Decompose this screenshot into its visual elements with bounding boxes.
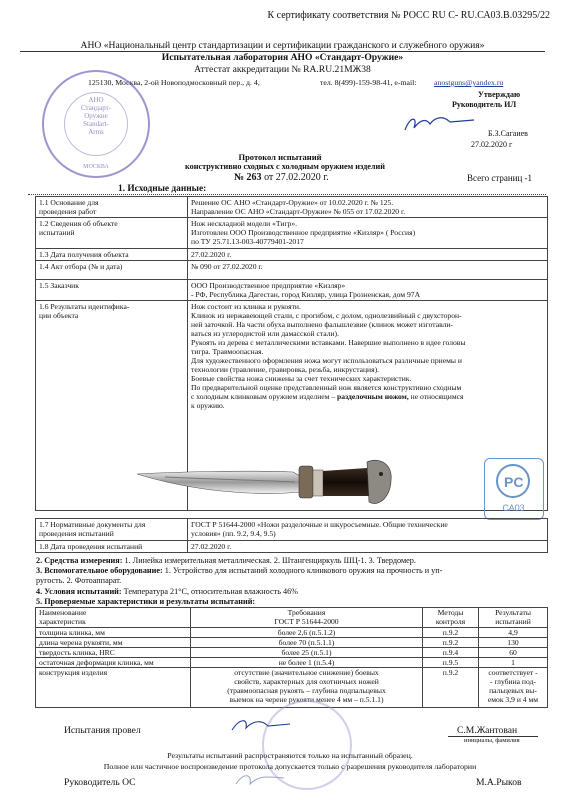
normative-table <box>35 518 548 553</box>
protocol-number: № 263 от 27.02.2020 г. <box>234 172 329 183</box>
lab-head-name: Б.З.Сагаиев <box>488 129 528 138</box>
header-cell: Результаты испытаний <box>479 608 548 628</box>
cell: более 2,6 (п.5.1.2) <box>191 628 423 638</box>
table-row <box>36 658 548 668</box>
cell: конструкция изделия <box>36 668 191 708</box>
table-row <box>36 197 548 218</box>
cell: отсутствие (значительное снижение) боевых свойств, характерных для охотничьих ножей (травмоопасная рукоять – глубина подпальцевых выемок на черене рукояти менее 4 мм – п.5.1.1) <box>191 668 423 708</box>
os-head-name: М.А.Рыков <box>476 777 522 788</box>
row-label: 1.8 Дата проведения испытаний <box>36 541 188 553</box>
email-link[interactable]: anostguns@yandex.ru <box>434 78 504 87</box>
cell: п.9.2 <box>423 668 479 708</box>
row-label: 1.5 Заказчик <box>36 280 188 301</box>
cell: более 70 (п.5.1.1) <box>191 638 423 648</box>
row-value: ГОСТ Р 51644-2000 «Ножи разделочные и шкуросъемные. Общие технические условия» (пп. 9.2, 9.4, 9.5) <box>188 519 548 541</box>
approve-label: Утверждаю <box>478 90 521 99</box>
note-reproduction: Полное или частичное воспроизведение протокола допускается только с разрешения руководителя лаборатории <box>103 762 477 771</box>
table-row <box>36 519 548 541</box>
row-label: 1.7 Нормативные документы для проведения испытаний <box>36 519 188 541</box>
phone: тел. 8(499)-159-98-41, e-mail: <box>320 78 417 87</box>
conducted-label: Испытания провел <box>64 725 141 736</box>
cell: твердость клинка, HRC <box>36 648 191 658</box>
table-row <box>36 280 548 301</box>
address: 125130, Москва, 2-ой Новоподмосковный пер., д. 4, <box>88 78 260 87</box>
organization-stamp: АНО Стандарт- Оружие Standart- Arms МОСКВА <box>42 70 150 178</box>
accreditation: Аттестат аккредитации № RA.RU.21МЖ38 <box>194 64 371 75</box>
cell: более 25 (п.5.1) <box>191 648 423 658</box>
row-value: ООО Производственное предприятие «Кизляр» - РФ, Республика Дагестан, город Кизляр, улица Грозненская, дом 97А <box>188 280 548 301</box>
os-head-signature <box>230 770 290 790</box>
protocol-subtitle: конструктивно сходных с холодным оружием изделий <box>185 162 385 171</box>
section-3: 3. Вспомогательное оборудование: 1. Устройство для испытаний холодного клинкового оружия на прочность и уп- <box>36 566 443 575</box>
lab-head-signature <box>400 112 480 138</box>
total-pages: Всего страниц -1 <box>467 173 533 183</box>
header-cell: Методы контроля <box>423 608 479 628</box>
row-value: № 090 от 27.02.2020 г. <box>188 261 548 280</box>
identification-results: Нож состоит из клинка и рукояти. Клинок из нержавеющей стали, с прогибом, с долом, однолезвийный с двухсторон- ней заточкой. На части обуха выполнено фальшлезвие (клинок может изготавли- ваться из углеродистой или дамасской стали). Рукоять из дерева с металлическими вставками. Навершие выполнено в идее головы тигра. Травмоопасная. Для художественного оформления ножа могут использоваться различные приемы и технологии (травление, гравировка, резьба, инкрустация). Боевые свойства ножа снижены за счет технических характеристик. По предварительной оценке представленный нож является конструктивно сходным с холодным клинковым оружием изделием – разделочным ножом, не относящимся к оружию. <box>188 301 548 511</box>
cell: не более 1 (п.5.4) <box>191 658 423 668</box>
table-row <box>36 261 548 280</box>
table-header-row <box>36 608 548 628</box>
cell: 4,9 <box>479 628 548 638</box>
cell: 130 <box>479 638 548 648</box>
table-row <box>36 218 548 249</box>
cell: п.9.5 <box>423 658 479 668</box>
row-label: 1.4 Акт отбора (№ и дата) <box>36 261 188 280</box>
certification-mark <box>484 458 544 520</box>
table-row <box>36 249 548 261</box>
section-5-heading: 5. Проверяемые характеристики и результаты испытаний: <box>36 597 256 606</box>
section-4: 4. Условия испытаний: Температура 21°С, относительная влажность 46% <box>36 587 298 596</box>
knife-photo <box>135 452 395 522</box>
certificate-reference: К сертификату соответствия № РОСС RU С- RU.СА03.В.03295/22 <box>267 10 550 21</box>
cell: 60 <box>479 648 548 658</box>
approval-date: 27.02.2020 г <box>471 140 513 149</box>
cell: длина черена рукояти, мм <box>36 638 191 648</box>
header-cell: Требования ГОСТ Р 51644-2000 <box>191 608 423 628</box>
row-label: 1.2 Сведения об объекте испытаний <box>36 218 188 249</box>
lab-head-title: Руководитель ИЛ <box>452 100 517 109</box>
cell: п.9.2 <box>423 638 479 648</box>
certification-mark-code: СА03 <box>502 503 525 513</box>
table-row <box>36 628 548 638</box>
row-label: 1.3 Дата получения объекта <box>36 249 188 261</box>
row-label: 1.6 Результаты идентифика- ции объекта <box>36 301 188 511</box>
cell: остаточная деформация клинка, мм <box>36 658 191 668</box>
signature-hint: инициалы, фамилия <box>464 737 520 744</box>
tester-signature <box>228 716 298 736</box>
section-3-cont: ругость. 2. Фотоаппарат. <box>36 576 122 585</box>
section-2: 2. Средства измерения: 1. Линейка измерительная металлическая. 2. Штангенциркуль ШЦ-1. 3. Твердомер. <box>36 556 416 565</box>
section-1-heading: 1. Исходные данные: <box>118 184 207 194</box>
cell: п.9.4 <box>423 648 479 658</box>
row-value: 27.02.2020 г. <box>188 541 548 553</box>
organization-name: АНО «Национальный центр стандартизации и сертификации гражданского и служебного оружия» <box>80 40 485 51</box>
table-row <box>36 638 548 648</box>
tester-name: С.М.Жантован <box>457 725 518 736</box>
table-row <box>36 541 548 553</box>
header-cell: Наименование характеристик <box>36 608 191 628</box>
lab-name: Испытательная лаборатория АНО «Стандарт-Оружие» <box>161 52 404 63</box>
row-label: 1.1 Основание для проведения работ <box>36 197 188 218</box>
os-head-label: Руководитель ОС <box>64 777 136 788</box>
table-row <box>36 648 548 658</box>
dotted-rule <box>28 194 546 195</box>
protocol-title: Протокол испытаний <box>238 152 322 162</box>
row-value: Решение ОС АНО «Стандарт-Оружие» от 10.02.2020 г. № 125. Направление ОС АНО «Стандарт-Оружие» № 055 от 17.02.2020 г. <box>188 197 548 218</box>
row-value: Нож нескладной модели «Тигр». Изготовлен ООО Производственное предприятие «Кизляр» ( Россия) по ТУ 25.71.13-003-40779401-2017 <box>188 218 548 249</box>
results-table <box>35 607 548 708</box>
cell: 1 <box>479 658 548 668</box>
cell: толщина клинка, мм <box>36 628 191 638</box>
cell: п.9.2 <box>423 628 479 638</box>
row-value: 27.02.2020 г. <box>188 249 548 261</box>
note-scope: Результаты испытаний распространяются только на испытанный образец. <box>167 751 413 760</box>
cell: соответствует - - глубина под- пальцевых вы- емок 3,9 и 4 мм <box>479 668 548 708</box>
svg-text:PC: PC <box>504 474 524 490</box>
